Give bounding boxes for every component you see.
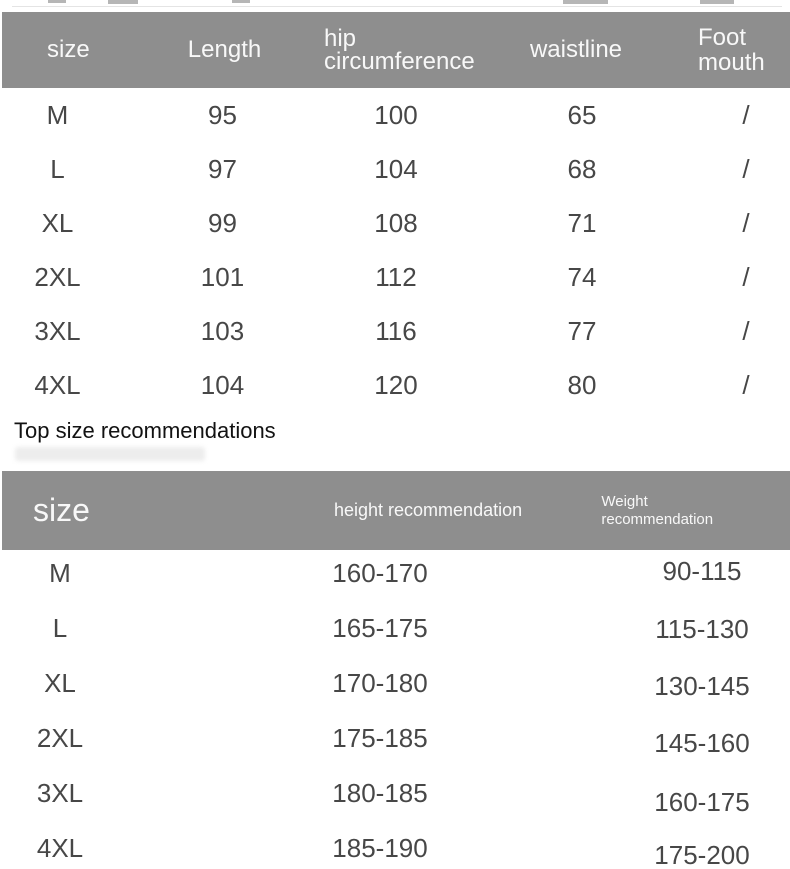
cell-hip: 112	[375, 261, 417, 292]
table-row	[0, 601, 790, 656]
column-header-height-recommendation: height recommendation	[334, 500, 523, 520]
hip-header-line2: circumference	[324, 48, 475, 75]
cell-height: 160-170	[332, 558, 428, 588]
cell-size: M	[46, 99, 69, 130]
table-row	[0, 358, 790, 412]
cell-size: 3XL	[36, 778, 84, 808]
cell-foot: /	[742, 153, 750, 184]
cell-hip: 104	[374, 153, 418, 184]
cell-length: 95	[208, 99, 237, 130]
cell-height: 175-185	[332, 723, 428, 753]
cell-foot: /	[742, 261, 750, 292]
weight-header-line2: recommendation	[601, 510, 714, 528]
cell-weight: 90-115	[662, 556, 742, 586]
table-row	[0, 711, 790, 766]
cell-size: 4XL	[36, 833, 84, 863]
top-size-table-header	[2, 471, 790, 550]
cell-height: 180-185	[332, 778, 428, 808]
cropped-text-artifact	[700, 0, 734, 4]
cropped-text-artifact	[563, 0, 608, 4]
column-header-weight-recommendation	[593, 493, 743, 529]
cell-waist: 74	[567, 261, 597, 292]
cell-size: 3XL	[34, 315, 81, 346]
cell-size: 4XL	[34, 369, 81, 400]
table-row	[0, 142, 790, 196]
cell-foot: /	[742, 207, 750, 238]
table-row	[0, 546, 790, 601]
smudge-artifact	[15, 447, 205, 461]
column-header-foot-mouth	[696, 25, 784, 75]
column-header-size: size	[47, 36, 90, 63]
cropped-text-artifact	[232, 0, 250, 3]
cell-weight: 145-160	[654, 728, 750, 758]
cell-size: 2XL	[34, 261, 81, 292]
table-row	[0, 656, 790, 711]
table-row	[0, 88, 790, 142]
pants-size-table-body	[0, 88, 790, 412]
weight-header-line1: Weight	[601, 492, 648, 510]
column-header-length: Length	[187, 36, 262, 63]
cell-size: XL	[41, 207, 74, 238]
foot-header-line2: mouth	[698, 49, 765, 76]
cropped-text-artifact	[48, 0, 66, 3]
cell-waist: 71	[567, 207, 597, 238]
cell-height: 165-175	[332, 613, 428, 643]
cell-foot: /	[742, 99, 750, 130]
cell-length: 101	[200, 261, 245, 292]
cell-foot: /	[742, 315, 750, 346]
cell-height: 170-180	[332, 668, 428, 698]
column-header-waistline: waistline	[529, 36, 623, 63]
cell-weight: 160-175	[654, 787, 750, 817]
cell-length: 104	[200, 369, 245, 400]
column-header-hip-circumference	[324, 25, 475, 75]
cell-waist: 77	[567, 315, 597, 346]
cell-foot: /	[742, 369, 750, 400]
cell-size: XL	[44, 668, 76, 698]
cell-length: 97	[208, 153, 237, 184]
cell-weight: 175-200	[654, 840, 750, 869]
column-header-size: size	[33, 492, 90, 528]
cell-hip: 100	[374, 99, 418, 130]
cell-height: 185-190	[332, 833, 428, 863]
foot-header-line1: Foot	[698, 24, 747, 51]
cell-hip: 116	[375, 315, 417, 346]
table-row	[0, 250, 790, 304]
cell-size: M	[49, 558, 71, 588]
cell-length: 103	[200, 315, 245, 346]
cell-size: L	[50, 153, 65, 184]
cell-waist: 65	[567, 99, 597, 130]
table-row	[0, 196, 790, 250]
section-title: Top size recommendations	[14, 418, 276, 443]
cell-weight: 130-145	[654, 671, 750, 701]
divider-artifact	[12, 6, 782, 7]
cell-length: 99	[208, 207, 237, 238]
pants-size-table-header	[2, 12, 790, 88]
cropped-text-artifact	[108, 0, 138, 4]
hip-header-line1: hip	[324, 25, 357, 52]
table-row	[0, 821, 790, 869]
top-size-table-body	[0, 546, 790, 869]
cell-weight: 115-130	[655, 614, 749, 644]
table-row	[0, 304, 790, 358]
cell-waist: 68	[567, 153, 597, 184]
cell-size: L	[52, 613, 68, 643]
table-row	[0, 766, 790, 821]
cell-hip: 108	[374, 207, 418, 238]
cell-size: 2XL	[36, 723, 84, 753]
cell-hip: 120	[374, 369, 418, 400]
cell-waist: 80	[567, 369, 597, 400]
